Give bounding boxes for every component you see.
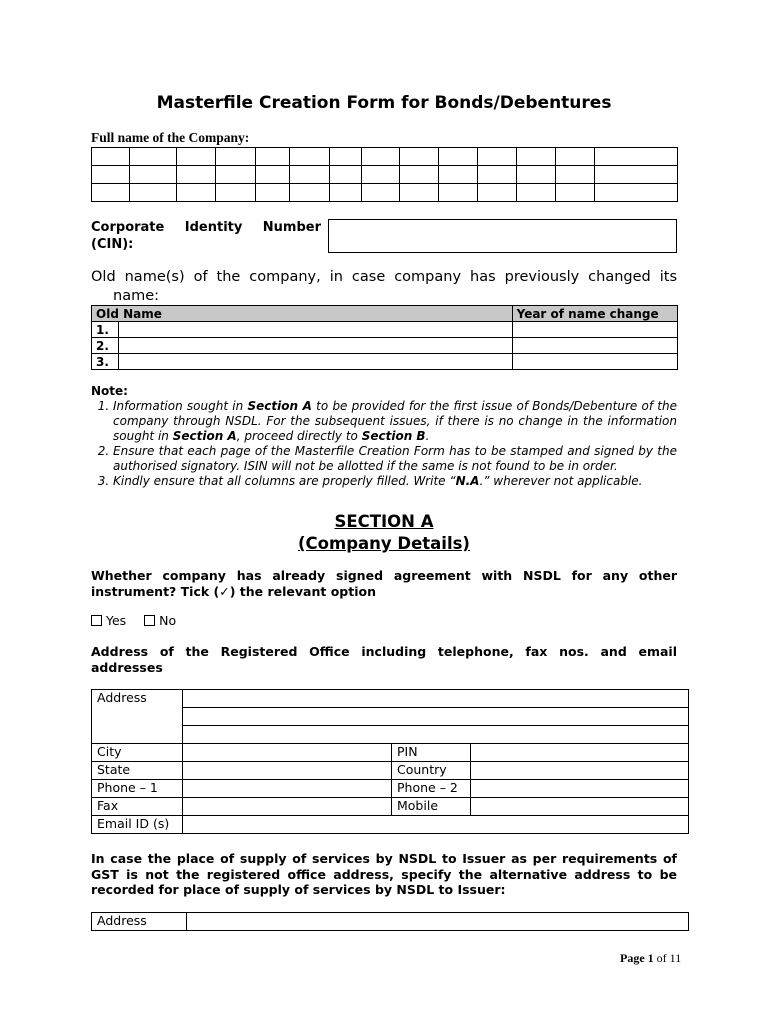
cin-label bbox=[91, 219, 321, 253]
grid-row bbox=[92, 148, 678, 166]
table-row bbox=[92, 690, 689, 708]
checkbox-icon[interactable] bbox=[144, 615, 155, 626]
grid-cell[interactable] bbox=[478, 148, 517, 166]
country-label: Country bbox=[392, 762, 471, 780]
grid-cell[interactable] bbox=[130, 148, 177, 166]
grid-cell[interactable] bbox=[130, 184, 177, 202]
cin-input[interactable] bbox=[328, 219, 677, 253]
note-item: 2. Ensure that each page of the Masterfile Creation Form has to be stamped and signed by the authorised signatory. ISIN will not be allotted if the same is not found to be in order. bbox=[113, 444, 677, 474]
table-header-row bbox=[92, 306, 678, 322]
note-list bbox=[91, 399, 677, 489]
cin-label-line1: Corporate Identity Number bbox=[91, 220, 321, 235]
old-names-line1: Old name(s) of the company, in case company has previously changed its bbox=[91, 269, 677, 285]
col-header-old-name: Old Name bbox=[92, 306, 513, 322]
agreement-options bbox=[91, 613, 176, 628]
table-row bbox=[92, 338, 678, 354]
year-cell[interactable] bbox=[512, 354, 677, 370]
grid-cell[interactable] bbox=[177, 184, 216, 202]
year-cell[interactable] bbox=[512, 322, 677, 338]
grid-cell[interactable] bbox=[362, 166, 400, 184]
phone2-label: Phone – 2 bbox=[392, 780, 471, 798]
address-line-3[interactable] bbox=[183, 726, 689, 744]
grid-cell[interactable] bbox=[400, 184, 439, 202]
yes-option[interactable]: Yes bbox=[91, 613, 126, 628]
alt-address-label: Address bbox=[92, 913, 187, 931]
year-cell[interactable] bbox=[512, 338, 677, 354]
grid-cell[interactable] bbox=[517, 184, 556, 202]
email-field[interactable] bbox=[183, 816, 689, 834]
old-name-cell[interactable] bbox=[119, 354, 513, 370]
grid-cell[interactable] bbox=[92, 166, 130, 184]
grid-cell[interactable] bbox=[92, 148, 130, 166]
grid-cell[interactable] bbox=[556, 184, 595, 202]
grid-row bbox=[92, 184, 678, 202]
old-names-table bbox=[91, 305, 678, 370]
state-label: State bbox=[92, 762, 183, 780]
page-title: Masterfile Creation Form for Bonds/Debentures bbox=[156, 93, 612, 113]
old-name-cell[interactable] bbox=[119, 338, 513, 354]
grid-cell[interactable] bbox=[556, 148, 595, 166]
grid-cell[interactable] bbox=[439, 166, 478, 184]
grid-cell[interactable] bbox=[517, 166, 556, 184]
table-row bbox=[92, 798, 689, 816]
fax-label: Fax bbox=[92, 798, 183, 816]
address-label: Address bbox=[92, 690, 183, 744]
section-a-title: SECTION A bbox=[334, 512, 434, 531]
mobile-field[interactable] bbox=[471, 798, 689, 816]
alt-address-field[interactable] bbox=[187, 913, 689, 931]
grid-cell[interactable] bbox=[330, 166, 362, 184]
pin-label: PIN bbox=[392, 744, 471, 762]
city-label: City bbox=[92, 744, 183, 762]
address-table bbox=[91, 689, 689, 834]
table-row bbox=[92, 780, 689, 798]
cin-label-line2: (CIN): bbox=[91, 237, 134, 252]
agreement-question: Whether company has already signed agreement with NSDL for any other instrument? Tick (✓) the relevant option bbox=[91, 568, 677, 599]
grid-row bbox=[92, 166, 678, 184]
alt-address-table bbox=[91, 912, 689, 931]
row-number: 1. bbox=[92, 322, 119, 338]
grid-cell[interactable] bbox=[290, 166, 330, 184]
address-line-1[interactable] bbox=[183, 690, 689, 708]
note-item: 1. Information sought in Section A to be provided for the first issue of Bonds/Debenture of the company through NSDL. For the subsequent issues, if there is no change in the information sought in Section A, proceed directly to Section B. bbox=[113, 399, 677, 444]
grid-cell[interactable] bbox=[478, 184, 517, 202]
note-item: 3. Kindly ensure that all columns are properly filled. Write “N.A.” wherever not applicable. bbox=[113, 474, 677, 489]
grid-cell[interactable] bbox=[362, 148, 400, 166]
grid-cell[interactable] bbox=[92, 184, 130, 202]
fax-field[interactable] bbox=[183, 798, 392, 816]
grid-cell[interactable] bbox=[556, 166, 595, 184]
grid-cell[interactable] bbox=[478, 166, 517, 184]
old-names-line2: name: bbox=[113, 288, 160, 304]
grid-cell[interactable] bbox=[400, 166, 439, 184]
table-row bbox=[92, 354, 678, 370]
address-heading: Address of the Registered Office including telephone, fax nos. and email addresses bbox=[91, 644, 677, 675]
phone2-field[interactable] bbox=[471, 780, 689, 798]
grid-cell[interactable] bbox=[330, 148, 362, 166]
note-block bbox=[91, 384, 677, 489]
table-row bbox=[92, 744, 689, 762]
table-row bbox=[92, 816, 689, 834]
section-a-heading bbox=[0, 511, 768, 555]
address-line-2[interactable] bbox=[183, 708, 689, 726]
city-field[interactable] bbox=[183, 744, 392, 762]
grid-cell[interactable] bbox=[256, 166, 290, 184]
mobile-label: Mobile bbox=[392, 798, 471, 816]
row-number: 3. bbox=[92, 354, 119, 370]
email-label: Email ID (s) bbox=[92, 816, 183, 834]
phone1-field[interactable] bbox=[183, 780, 392, 798]
note-heading: Note: bbox=[91, 384, 128, 398]
country-field[interactable] bbox=[471, 762, 689, 780]
phone1-label: Phone – 1 bbox=[92, 780, 183, 798]
no-option[interactable]: No bbox=[144, 613, 176, 628]
grid-cell[interactable] bbox=[595, 184, 678, 202]
grid-cell[interactable] bbox=[256, 148, 290, 166]
grid-cell[interactable] bbox=[595, 166, 678, 184]
table-row bbox=[92, 913, 689, 931]
grid-cell[interactable] bbox=[330, 184, 362, 202]
grid-cell[interactable] bbox=[216, 166, 256, 184]
grid-cell[interactable] bbox=[290, 184, 330, 202]
company-name-grid bbox=[91, 147, 678, 202]
grid-cell[interactable] bbox=[517, 148, 556, 166]
grid-cell[interactable] bbox=[439, 148, 478, 166]
grid-cell[interactable] bbox=[130, 166, 177, 184]
grid-cell[interactable] bbox=[400, 148, 439, 166]
table-row bbox=[92, 322, 678, 338]
old-name-cell[interactable] bbox=[119, 322, 513, 338]
section-a-subtitle: (Company Details) bbox=[298, 534, 470, 553]
page-number: Page 1 of 11 bbox=[620, 951, 682, 965]
old-names-instruction bbox=[91, 268, 677, 306]
company-name-label: Full name of the Company: bbox=[91, 130, 250, 145]
grid-cell[interactable] bbox=[216, 184, 256, 202]
table-row bbox=[92, 762, 689, 780]
grid-cell[interactable] bbox=[595, 148, 678, 166]
grid-cell[interactable] bbox=[439, 184, 478, 202]
state-field[interactable] bbox=[183, 762, 392, 780]
gst-heading: In case the place of supply of services by NSDL to Issuer as per requirements of GST is not the registered office address, specify the alternative address to be recorded for place of supply of services by NSDL to Issuer: bbox=[91, 851, 677, 897]
col-header-year: Year of name change bbox=[512, 306, 677, 322]
grid-cell[interactable] bbox=[177, 166, 216, 184]
grid-cell[interactable] bbox=[177, 148, 216, 166]
grid-cell[interactable] bbox=[256, 184, 290, 202]
grid-cell[interactable] bbox=[290, 148, 330, 166]
pin-field[interactable] bbox=[471, 744, 689, 762]
row-number: 2. bbox=[92, 338, 119, 354]
grid-cell[interactable] bbox=[216, 148, 256, 166]
grid-cell[interactable] bbox=[362, 184, 400, 202]
checkbox-icon[interactable] bbox=[91, 615, 102, 626]
